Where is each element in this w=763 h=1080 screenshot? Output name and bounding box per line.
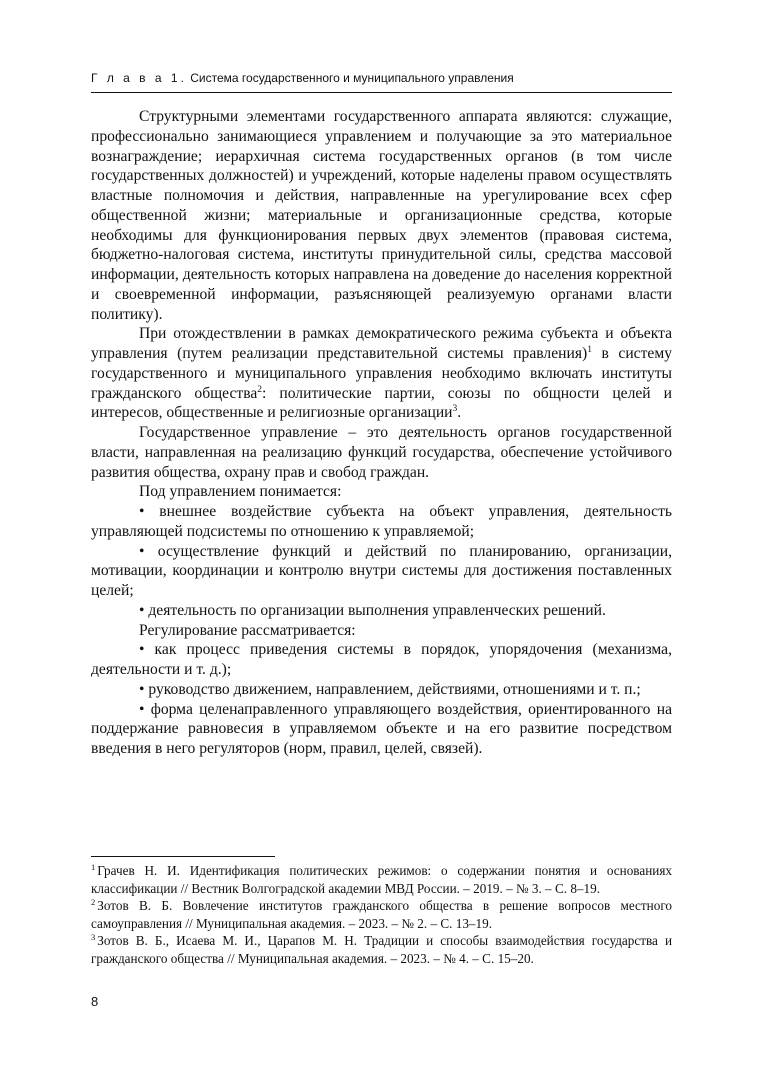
footnote-ref: 2 <box>257 384 263 395</box>
footnote-ref: 1 <box>587 345 592 355</box>
main-text <box>91 107 672 759</box>
paragraph: Структурными элементами государственного аппарата являются: служащие, профессионально занимающиеся управлением и получающие за это материальное вознаграждение; иерархичная система государственных органов (в том числе государственных должностей) и учреждений, которые наделены правом осуществлять властные полномочия и действия, направленные на урегулирование всех сфер общественной жизни; материальные и организационные средства, которые необходимы для функционирования первых двух элементов (правовая система, бюджетно-налоговая система, институты принудительной силы, средства массовой информации, деятельность которых направлена на доведение до населения корректной и своевременной информации, разъясняющей реализуемую органами власти политику). <box>91 108 672 323</box>
footnote-number: 1 <box>91 862 96 872</box>
text-run: в систему государственного и муниципального управления необходимо включать институты гражданского общества <box>91 345 673 402</box>
footnote-text: Зотов В. Б., Исаева М. И., Царапов М. Н. Традиции и способы взаимодействия государства и гражданского общества // Муниципальная академия. – 2023. – № 4. – С. 15–20. <box>91 933 672 966</box>
paragraph <box>91 324 672 423</box>
list-item: • деятельность по организации выполнения управленческих решений. <box>139 601 606 619</box>
page-number: 8 <box>91 994 99 1009</box>
text-run: При отождествлении в рамках демократического режима субъекта и объекта управления (путем реализации представительной системы правления) <box>91 325 672 362</box>
footnote-ref: 3 <box>452 404 458 415</box>
footnote-text: Грачев Н. И. Идентификация политических режимов: о содержании понятия и основаниях классификации // Вестник Волгоградской академии МВД России. – 2019. – № 3. – С. 8–19. <box>91 863 672 896</box>
footnote <box>91 897 672 932</box>
text-run: . <box>457 404 462 422</box>
list-item: • как процесс приведения системы в порядок, упорядочения (механизма, деятельности и т. д.); <box>91 641 672 678</box>
footnote-rule <box>91 856 275 857</box>
chapter-label: Г л а в а 1. <box>91 71 187 85</box>
paragraph: Под управлением понимается: <box>139 483 342 501</box>
footnote <box>91 862 672 897</box>
paragraph: Регулирование рассматривается: <box>139 621 356 639</box>
footnote-text: Зотов В. Б. Вовлечение институтов гражданского общества в решение вопросов местного самоуправления // Муниципальная академия. – 2023. – № 2. – С. 13–19. <box>91 898 672 931</box>
list-item: • руководство движением, направлением, действиями, отношениями и т. п.; <box>139 680 641 698</box>
footnote-number: 3 <box>91 932 96 943</box>
running-head <box>91 70 671 86</box>
footnote-number: 2 <box>91 897 96 908</box>
list-item: • форма целенаправленного управляющего воздействия, ориентированного на поддержание равновесия в управляемом объекте и на его развитие посредством введения в него регуляторов (норм, правил, целей, связей). <box>91 700 672 757</box>
paragraph: Государственное управление – это деятельность органов государственной власти, направленная на реализацию функций государства, обеспечение устойчивого развития общества, охрану прав и свобод граждан. <box>91 424 672 481</box>
footnotes <box>91 862 672 968</box>
footnote <box>91 932 672 967</box>
chapter-title: Система государственного и муниципального управления <box>190 71 514 85</box>
list-item: • осуществление функций и действий по планированию, организации, мотивации, координации и контролю внутри системы для достижения поставленных целей; <box>91 542 672 599</box>
header-rule <box>91 92 672 93</box>
list-item: • внешнее воздействие субъекта на объект управления, деятельность управляющей подсистемы по отношению к управляемой; <box>91 503 672 540</box>
text-run: : политические партии, союзы по общности целей и интересов, общественные и религиозные организации <box>91 384 673 422</box>
